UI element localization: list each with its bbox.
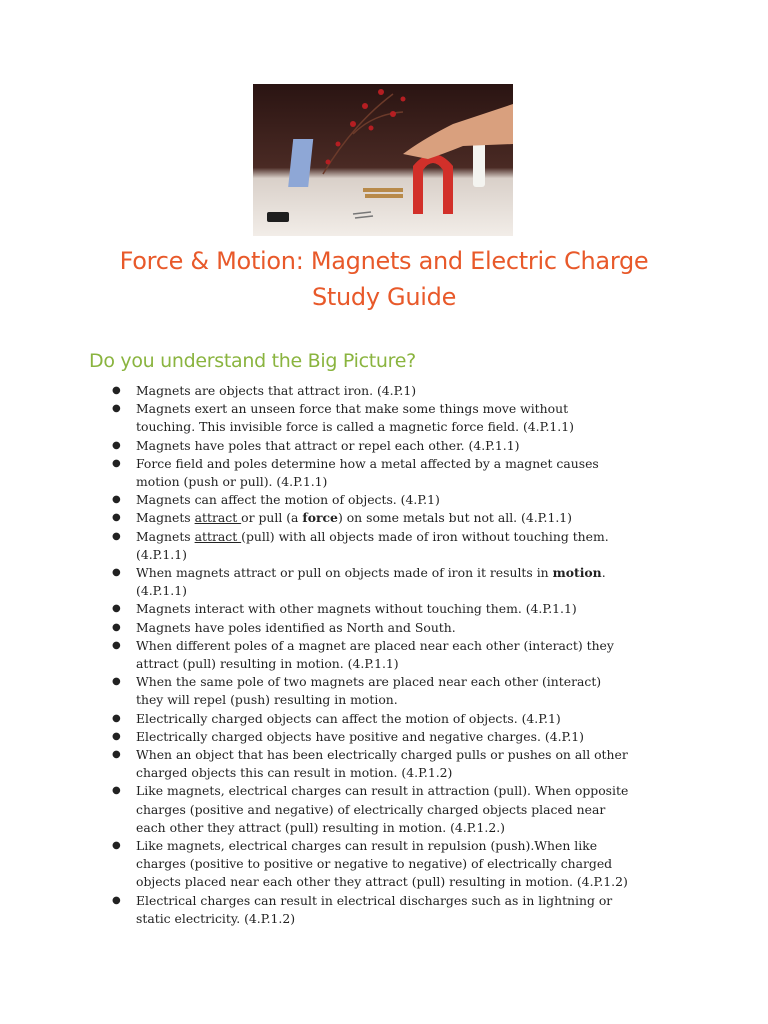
section-heading: Do you understand the Big Picture? (89, 350, 416, 372)
title-line-2: Study Guide (311, 283, 457, 311)
bold-term: force (302, 510, 338, 526)
list-item: ● When an object that has been electrically charged pulls or pushes on all other charged objects this can result in motion. (4.P.1.2) (112, 746, 692, 782)
page-title (0, 243, 768, 315)
list-item: ● Electrical charges can result in electrical discharges such as in lightning or static electricity. (4.P.1.2) (112, 892, 692, 928)
bold-term: motion (552, 565, 602, 581)
list-item: ● Like magnets, electrical charges can result in attraction (pull). When opposite charges (positive and negative) of electrically charged objects placed near each other they attract (pull) resulting in motion. (4.P.1.2.) (112, 782, 692, 837)
title-line-1: Force & Motion: Magnets and Electric Charge (119, 247, 649, 275)
list-item: ● Electrically charged objects can affect the motion of objects. (4.P.1) (112, 710, 692, 728)
header-photo (253, 84, 513, 236)
list-item: ● Like magnets, electrical charges can result in repulsion (push).When like charges (positive to positive or negative to negative) of electrically charged objects placed near each other they attract (pull) resulting in motion. (4.P.1.2) (112, 837, 692, 892)
list-item: ● Magnets attract or pull (a force) on some metals but not all. (4.P.1.1) (112, 509, 692, 527)
list-item: ● When the same pole of two magnets are placed near each other (interact) they will repel (push) resulting in motion. (112, 673, 692, 709)
glue-stick (473, 139, 485, 187)
list-item: ● Magnets have poles that attract or repel each other. (4.P.1.1) (112, 437, 692, 455)
underlined-term: attract (194, 510, 242, 526)
underlined-term: attract (194, 528, 242, 544)
list-item: ● Magnets can affect the motion of objects. (4.P.1) (112, 491, 692, 509)
list-item: ● Magnets interact with other magnets without touching them. (4.P.1.1) (112, 600, 692, 618)
list-item: ● Magnets attract (pull) with all objects made of iron without touching them. (4.P.1.1) (112, 528, 692, 564)
list-item: ● Magnets exert an unseen force that make some things move without touching. This invisible force is called a magnetic force field. (4.P.1.1) (112, 400, 692, 436)
list-item: ● Magnets have poles identified as North and South. (112, 619, 692, 637)
list-item: ● When magnets attract or pull on objects made of iron it results in motion. (4.P.1.1) (112, 564, 692, 600)
list-item: ● When different poles of a magnet are placed near each other (interact) they attract (pull) resulting in motion. (4.P.1.1) (112, 637, 692, 673)
list-item: ● Force field and poles determine how a metal affected by a magnet causes motion (push or pull). (4.P.1.1) (112, 455, 692, 491)
list-item: ● Magnets are objects that attract iron. (4.P.1) (112, 382, 692, 400)
list-item: ● Electrically charged objects have positive and negative charges. (4.P.1) (112, 728, 692, 746)
battery (267, 212, 289, 222)
bullet-list (112, 382, 692, 928)
